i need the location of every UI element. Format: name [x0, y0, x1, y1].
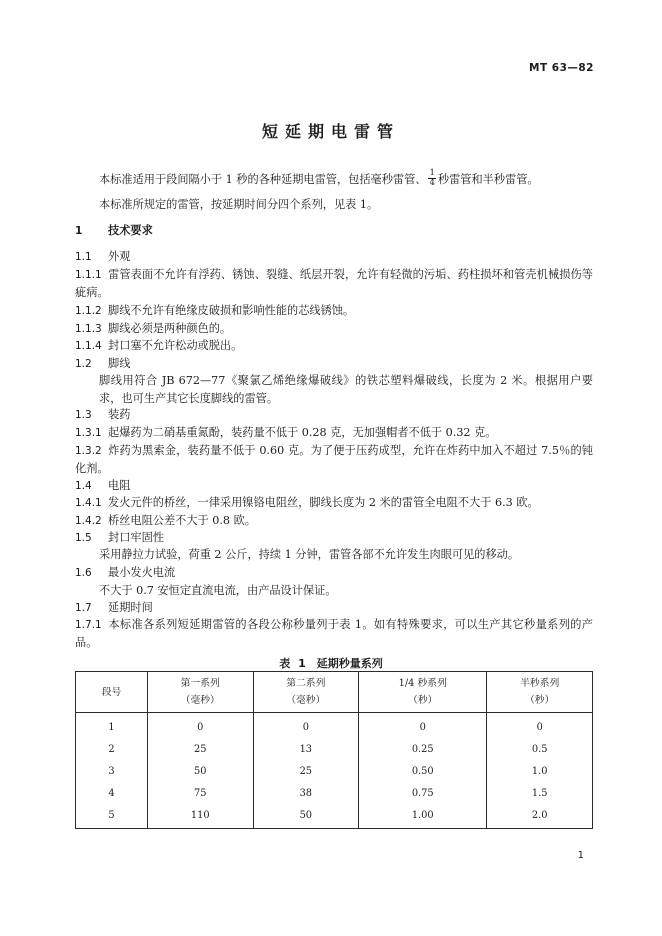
header-line: 半秒系列	[520, 678, 560, 689]
table-cell: 1.0	[487, 760, 593, 782]
clause-number: 1.4.1	[75, 497, 102, 509]
fraction-numerator: 1	[429, 167, 435, 178]
clause-1-6-body: 不大于 0.7 安恒定直流电流，由产品设计保证。	[99, 584, 337, 597]
clause-text: 装药	[108, 408, 131, 421]
clause-1-1-3	[75, 320, 593, 338]
clause-number: 1.7	[75, 602, 92, 614]
header-line: 第一系列	[180, 678, 220, 689]
clause-number: 1.6	[75, 567, 92, 579]
clause-1-1	[75, 248, 593, 266]
table-cell: 0	[253, 713, 359, 739]
clause-1-4	[75, 477, 593, 495]
clause-text: 脚线	[108, 357, 131, 370]
clause-1-3-1	[75, 424, 593, 442]
clause-text: 雷管表面不允许有浮药、锈蚀、裂缝、纸层开裂，允许有轻微的污垢、药柱损坏和管壳机械损伤等疵病。	[75, 268, 593, 299]
clause-text: 封口塞不允许松动或脱出。	[108, 339, 243, 352]
standard-code: MT 63—82	[529, 62, 594, 74]
table-row	[76, 804, 593, 829]
clause-1-4-2	[75, 512, 593, 530]
clause-number: 1.3	[75, 409, 92, 421]
header-line: 第二系列	[286, 678, 326, 689]
table-cell: 0	[148, 713, 254, 739]
intro-paragraph-2: 本标准所规定的雷管，按延期时间分四个系列，见表 1。	[99, 198, 379, 211]
clause-1-1-1	[75, 266, 593, 302]
clause-text: 脚线不允许有绝缘皮破损和影响性能的芯线锈蚀。	[108, 304, 355, 317]
clause-1-2	[75, 355, 593, 373]
table-cell: 0.75	[359, 782, 487, 804]
clause-text: 脚线必须是两种颜色的。	[108, 322, 232, 335]
clause-text: 最小发火电流	[108, 566, 176, 579]
clause-1-1-2	[75, 302, 593, 320]
clause-text: 起爆药为二硝基重氮酚，装药量不低于 0.28 克，无加强帽者不低于 0.32 克。	[108, 426, 497, 439]
clause-1-3-2	[75, 442, 593, 478]
table-row	[76, 760, 593, 782]
clause-number: 1.3.2	[75, 445, 102, 457]
clause-text: 本标准各系列短延期雷管的各段公称秒量列于表 1。如有特殊要求，可以生产其它秒量系列的产品。	[75, 618, 593, 649]
header-unit: （毫秒）	[180, 695, 220, 706]
clause-number: 1.1	[75, 251, 92, 263]
clause-1-2-body: 脚线用符合 JB 672—77《聚氯乙烯绝缘爆破线》的铁芯塑料爆破线，长度为 2 米。根据用户要求，也可生产其它长度脚线的雷管。	[99, 374, 593, 405]
table-cell: 50	[253, 804, 359, 829]
clause-1-7	[75, 599, 593, 617]
header-cell	[76, 672, 148, 713]
clause-number: 1.4.2	[75, 515, 102, 527]
header-cell	[359, 672, 487, 713]
table-cell: 1.5	[487, 782, 593, 804]
fraction-one-quarter	[428, 169, 435, 188]
clause-1-1-4	[75, 337, 593, 355]
table-cell: 110	[148, 804, 254, 829]
clause-text: 封口牢固性	[108, 531, 164, 544]
clause-number: 1.5	[75, 532, 92, 544]
table-cell: 3	[76, 760, 148, 782]
header-cell	[487, 672, 593, 713]
table-row	[76, 738, 593, 760]
clause-1-5	[75, 529, 593, 547]
header-line: 段号	[101, 686, 122, 698]
clause-number: 1.4	[75, 480, 92, 492]
section-number: 1	[75, 225, 83, 237]
header-cell	[148, 672, 254, 713]
table-cell: 0.5	[487, 738, 593, 760]
table-cell: 1	[76, 713, 148, 739]
clause-1-6	[75, 564, 593, 582]
clause-text: 发火元件的桥丝，一律采用镍铬电阻丝，脚线长度为 2 米的雷管全电阻不大于 6.3 欧。	[108, 496, 539, 509]
clause-1-3	[75, 406, 593, 424]
table-cell: 2.0	[487, 804, 593, 829]
clause-1-4-1	[75, 494, 593, 512]
clause-1-5-body: 采用静拉力试验，荷重 2 公斤，持续 1 分钟，雷管各部不允许发生肉眼可见的移动。	[99, 548, 520, 561]
header-cell	[253, 672, 359, 713]
clause-text: 延期时间	[108, 601, 153, 614]
table-cell: 1.00	[359, 804, 487, 829]
clause-1-7-1	[75, 616, 593, 652]
table-row	[76, 713, 593, 739]
clause-number: 1.1.4	[75, 340, 102, 352]
clause-text: 电阻	[108, 479, 131, 492]
table-cell: 38	[253, 782, 359, 804]
table-cell: 0	[487, 713, 593, 739]
page-number: 1	[577, 850, 584, 861]
table-cell: 25	[148, 738, 254, 760]
header-line: 1/4 秒系列	[398, 678, 447, 689]
table-cell: 5	[76, 804, 148, 829]
section-heading-1	[75, 222, 593, 240]
intro-text-a: 本标准适用于段间隔小于 1 秒的各种延期电雷管，包括毫秒雷管、	[99, 173, 427, 186]
header-unit: （毫秒）	[286, 695, 326, 706]
table-row	[76, 782, 593, 804]
clause-text: 桥丝电阻公差不大于 0.8 欧。	[108, 514, 256, 527]
clause-number: 1.1.3	[75, 323, 102, 335]
table-cell: 4	[76, 782, 148, 804]
section-label: 技术要求	[108, 224, 153, 237]
clause-text: 外观	[108, 250, 131, 263]
clause-number: 1.2	[75, 358, 92, 370]
clause-number: 1.1.1	[75, 269, 102, 281]
table-caption: 表 1 延期秒量系列	[279, 657, 383, 670]
table-header-row	[76, 672, 593, 713]
table-cell: 0	[359, 713, 487, 739]
table-cell: 25	[253, 760, 359, 782]
table-cell: 0.25	[359, 738, 487, 760]
header-unit: （秒）	[525, 695, 555, 706]
table-cell: 75	[148, 782, 254, 804]
table-cell: 13	[253, 738, 359, 760]
delay-series-table	[75, 671, 593, 829]
clause-number: 1.1.2	[75, 305, 102, 317]
clause-number: 1.3.1	[75, 427, 102, 439]
table-cell: 0.50	[359, 760, 487, 782]
table-cell: 50	[148, 760, 254, 782]
page-title: 短延期电雷管	[261, 122, 400, 141]
header-unit: （秒）	[408, 695, 438, 706]
table-cell: 2	[76, 738, 148, 760]
fraction-denominator: 4	[429, 177, 435, 188]
clause-text: 炸药为黑索金，装药量不低于 0.60 克。为了便于压药成型，允许在炸药中加入不超过 7.5％的钝化剂。	[75, 444, 593, 475]
intro-paragraph-1	[75, 167, 593, 189]
intro-text-b: 秒雷管和半秒雷管。	[437, 173, 539, 186]
clause-number: 1.7.1	[75, 619, 102, 631]
